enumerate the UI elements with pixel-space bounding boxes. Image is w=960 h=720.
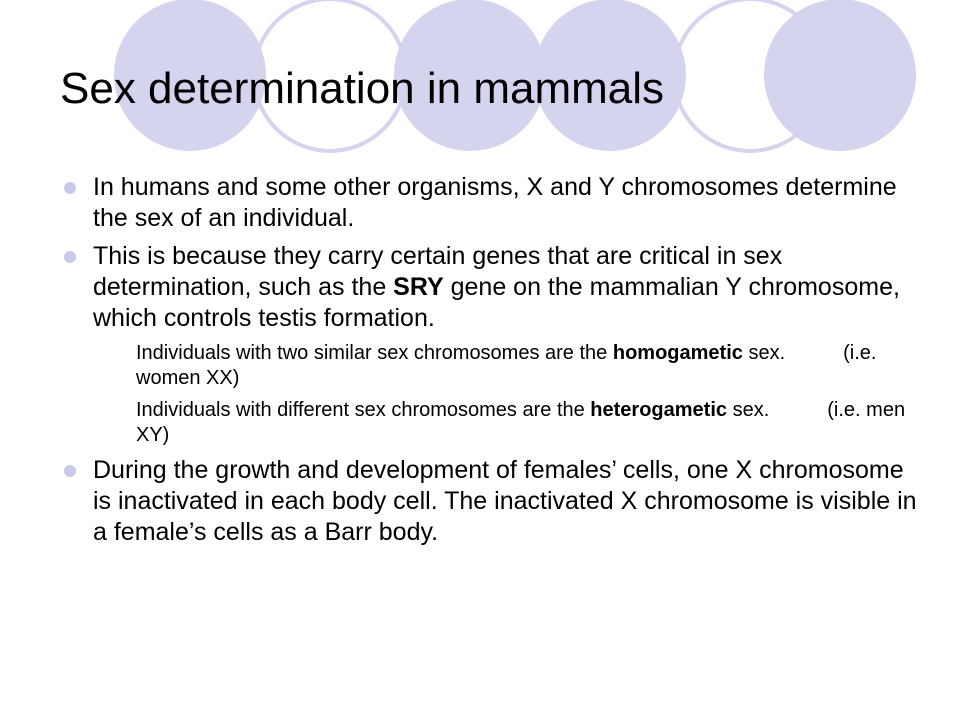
bullet-item-1 — [60, 172, 920, 234]
sub-bullet-note: (i.e. men XY) — [136, 399, 906, 446]
slide-body — [60, 172, 920, 555]
sub-bullet-text-bold: homogametic — [612, 342, 743, 364]
slide-title: Sex determination in mammals — [60, 64, 665, 113]
bullet-text: During the growth and development of females’ cells, one X chromosome is inactivated in each body cell. The inactivated X chromosome is visible in a female’s cells as a Barr body. — [93, 456, 917, 546]
sub-bullet-text-pre: Individuals with different sex chromosomes are the — [136, 399, 591, 421]
sub-bullet-text-bold: heterogametic — [590, 399, 728, 421]
bullet-dot-icon — [64, 182, 76, 194]
sub-bullet-text-post: sex. — [727, 399, 770, 421]
sub-bullet-text-pre: Individuals with two similar sex chromosomes are the — [136, 342, 613, 364]
bullet-text-post: gene on the mammalian Y chromosome, which controls testis formation. — [93, 273, 900, 332]
bullet-dot-icon — [64, 251, 76, 263]
sub-bullet-item-2 — [60, 398, 920, 448]
sub-bullet-item-1 — [60, 341, 920, 391]
bullet-item-2 — [60, 241, 920, 334]
bullet-dot-icon — [64, 465, 76, 477]
sub-bullet-text-post: sex. — [742, 342, 786, 364]
bullet-text-pre: This is because they carry certain genes that are critical in sex determination, such as the — [93, 242, 783, 301]
sub-bullet-note: (i.e. women XX) — [136, 342, 877, 389]
deco-circle-6 — [764, 0, 916, 151]
bullet-text: In humans and some other organisms, X and Y chromosomes determine the sex of an individual. — [93, 173, 897, 232]
bullet-text-bold: SRY — [393, 273, 444, 301]
bullet-item-3 — [60, 455, 920, 548]
